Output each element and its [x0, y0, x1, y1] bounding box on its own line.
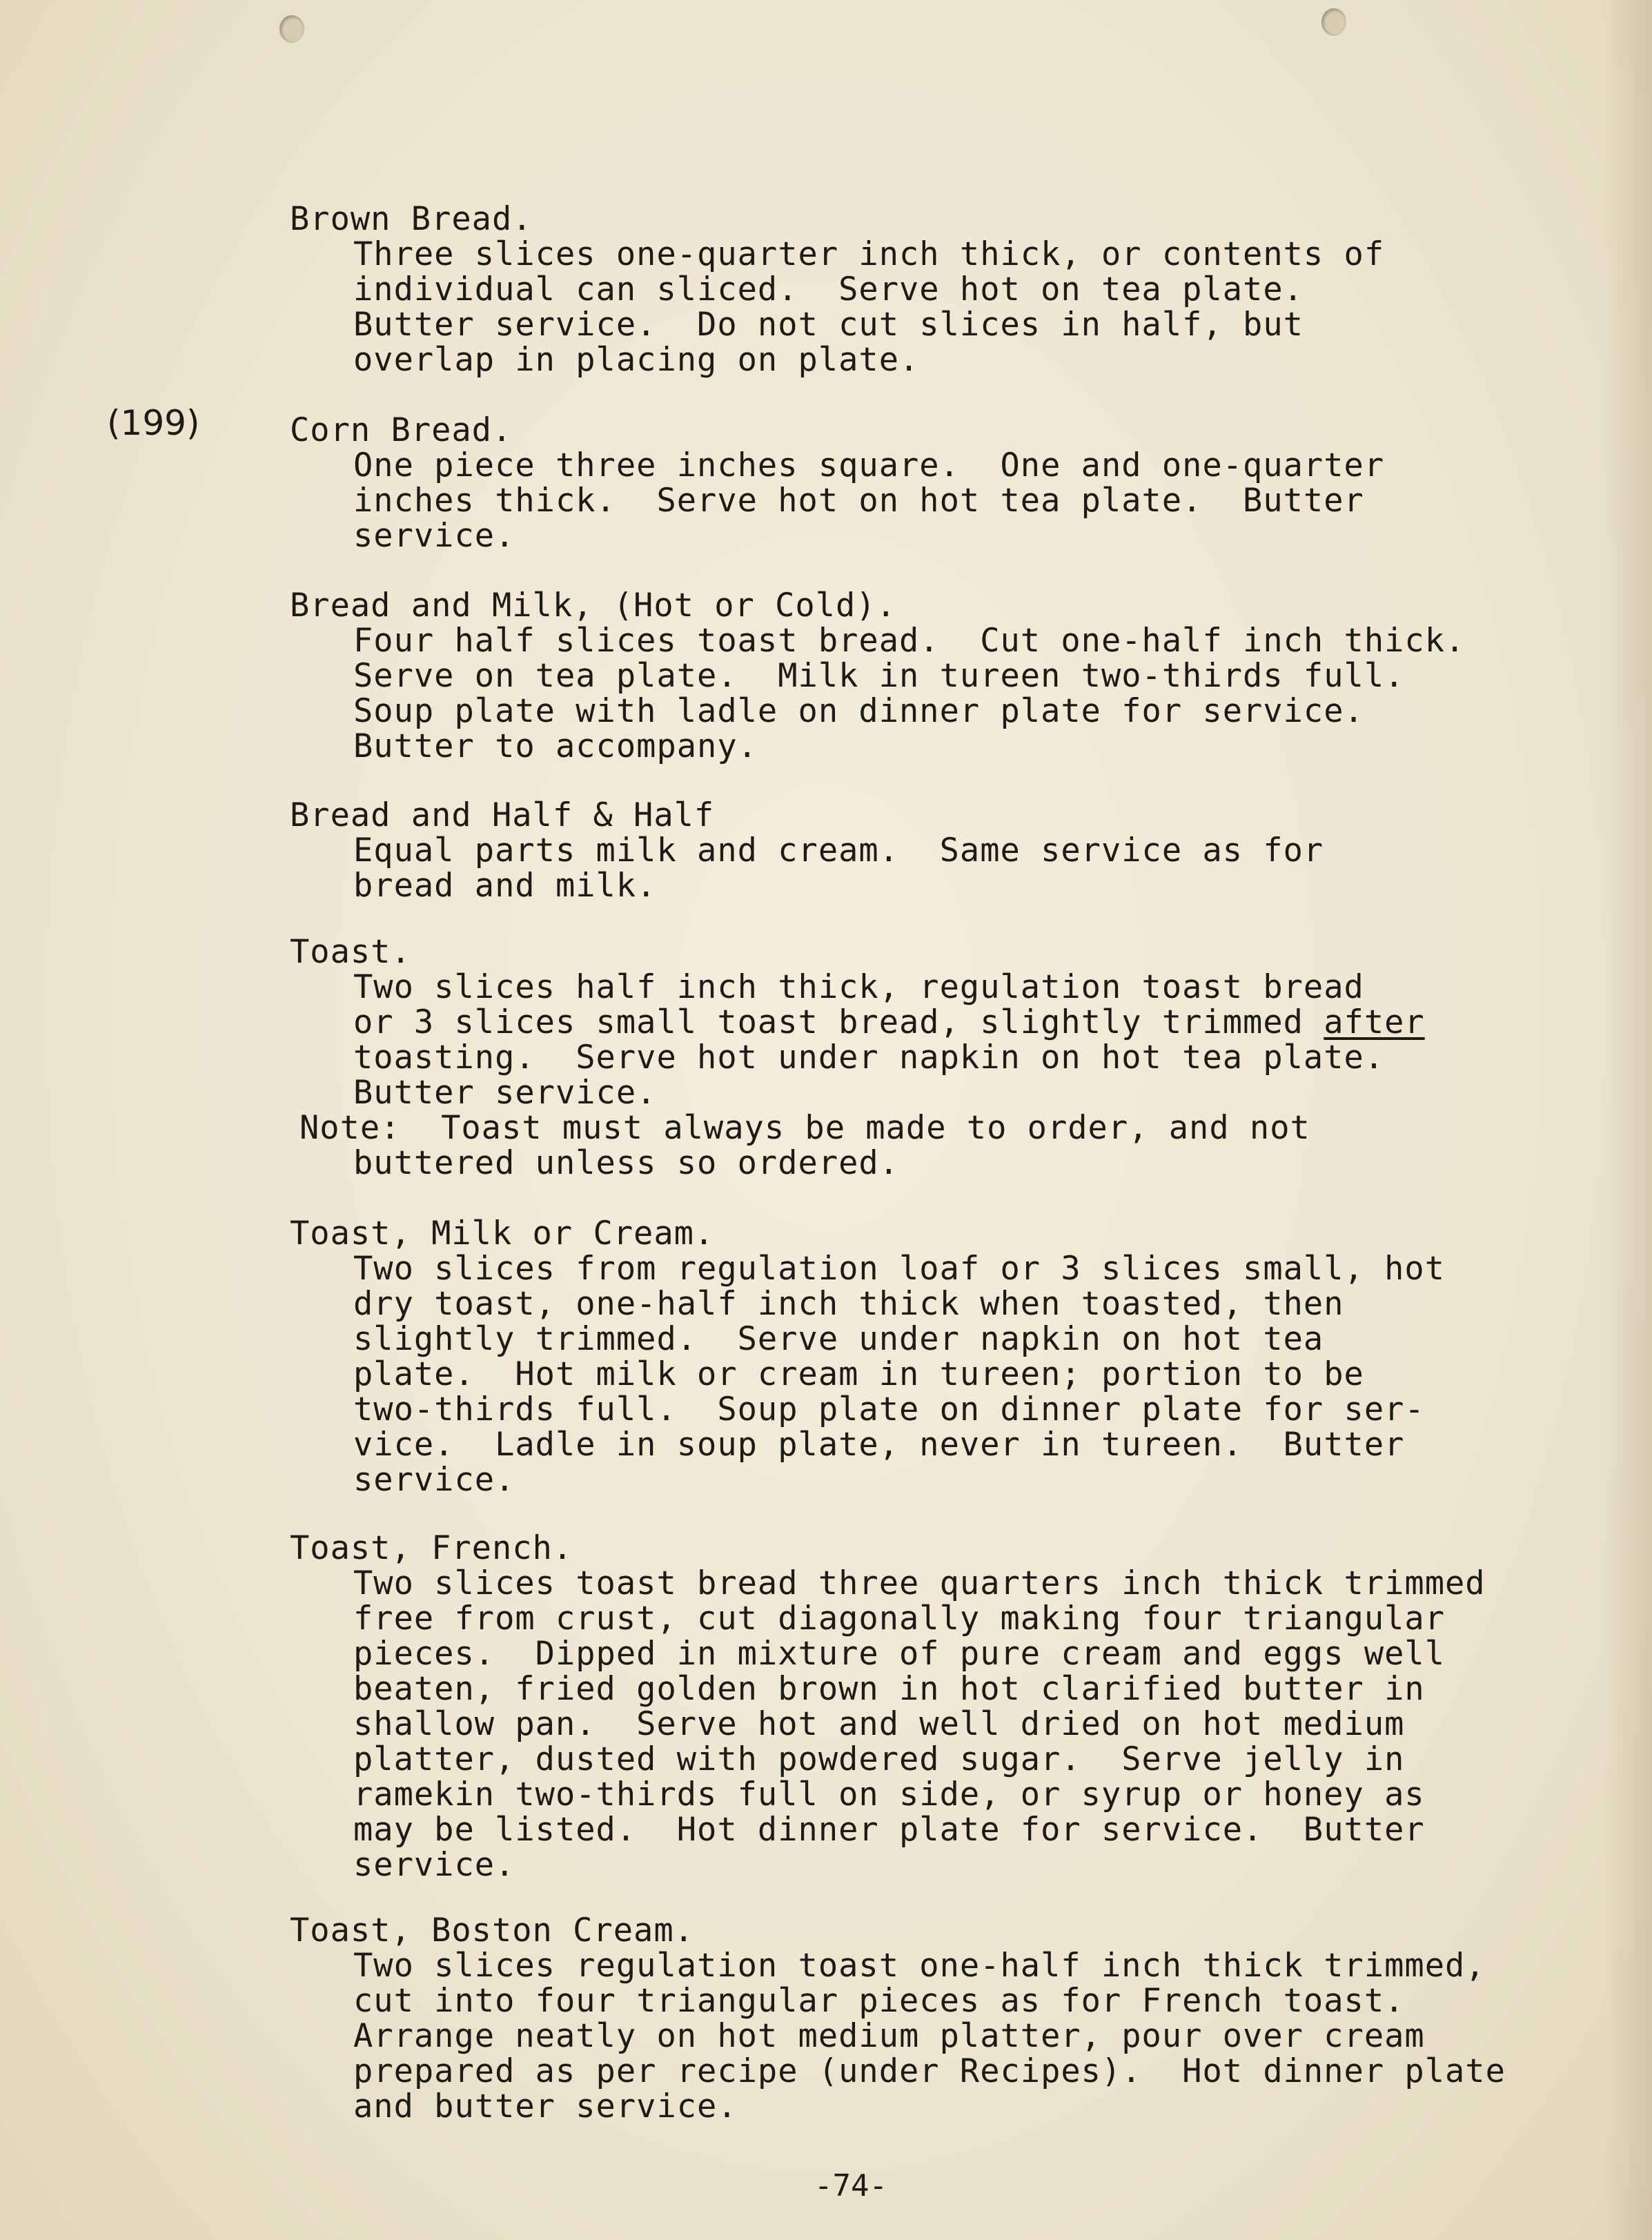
body-line: Two slices toast bread three quarters inch thick trimmed: [353, 1564, 1486, 1602]
body-line: cut into four triangular pieces as for French toast.: [353, 1982, 1405, 2020]
section-toast-milk-cream: [290, 1216, 1553, 1497]
section-heading: Bread and Milk, (Hot or Cold).: [290, 587, 896, 625]
body-line: Butter service.: [353, 1074, 657, 1112]
page-edge-shadow: [1604, 0, 1652, 2240]
body-line: and butter service.: [353, 2087, 738, 2125]
body-line: beaten, fried golden brown in hot clarified butter in: [353, 1670, 1425, 1708]
body-line: two-thirds full. Soup plate on dinner plate for ser-: [353, 1391, 1425, 1428]
section-toast: [290, 934, 1553, 1181]
body-line: Two slices half inch thick, regulation toast bread: [353, 968, 1364, 1006]
section-heading: Toast.: [290, 933, 411, 971]
body-line: inches thick. Serve hot on hot tea plate. Butter: [353, 482, 1364, 520]
section-brown-bread: [290, 202, 1553, 377]
body-line: pieces. Dipped in mixture of pure cream and eggs well: [353, 1635, 1446, 1673]
body-line: service.: [353, 517, 515, 555]
body-line: may be listed. Hot dinner plate for service. Butter: [353, 1811, 1425, 1849]
body-line: Butter service. Do not cut slices in half, but: [353, 306, 1304, 344]
body-line: [290, 1005, 1553, 1040]
body-line: Soup plate with ladle on dinner plate for service.: [353, 692, 1364, 730]
body-line-text: or 3 slices small toast bread, slightly trimmed: [353, 1003, 1324, 1041]
body-line: Arrange neatly on hot medium platter, pour over cream: [353, 2017, 1425, 2055]
page-number: -74-: [814, 2168, 887, 2203]
body-line: Equal parts milk and cream. Same service as for: [353, 832, 1324, 870]
body-line: Butter to accompany.: [353, 727, 758, 765]
body-line: Two slices from regulation loaf or 3 slices small, hot: [353, 1250, 1446, 1288]
section-toast-french: [290, 1531, 1553, 1883]
note-continuation: buttered unless so ordered.: [353, 1144, 900, 1182]
body-line: Four half slices toast bread. Cut one-half inch thick.: [353, 622, 1466, 660]
section-bread-and-milk: [290, 588, 1553, 764]
punch-hole-right: [1321, 8, 1346, 36]
body-line: free from crust, cut diagonally making four triangular: [353, 1600, 1446, 1638]
body-line: One piece three inches square. One and one-quarter: [353, 446, 1385, 484]
body-line: vice. Ladle in soup plate, never in tureen. Butter: [353, 1426, 1405, 1464]
section-heading: Brown Bread.: [290, 200, 533, 238]
section-heading: Toast, Boston Cream.: [290, 1912, 694, 1949]
section-bread-half-half: [290, 798, 1553, 903]
body-line: ramekin two-thirds full on side, or syrup or honey as: [353, 1776, 1425, 1814]
section-heading: Corn Bread.: [290, 411, 513, 449]
body-line: platter, dusted with powdered sugar. Serve jelly in: [353, 1740, 1405, 1778]
underlined-word: after: [1324, 1003, 1425, 1041]
section-corn-bread: [290, 413, 1553, 553]
body-line: toasting. Serve hot under napkin on hot tea plate.: [353, 1039, 1385, 1077]
body-line: Serve on tea plate. Milk in tureen two-thirds full.: [353, 657, 1405, 695]
body-line: Two slices regulation toast one-half inch thick trimmed,: [353, 1947, 1486, 1985]
section-heading: Toast, Milk or Cream.: [290, 1215, 715, 1252]
section-heading: Toast, French.: [290, 1529, 573, 1567]
body-line: prepared as per recipe (under Recipes). Hot dinner plate: [353, 2052, 1506, 2090]
margin-number: (199): [107, 403, 200, 443]
body-line: overlap in placing on plate.: [353, 341, 920, 379]
body-line: plate. Hot milk or cream in tureen; portion to be: [353, 1355, 1364, 1393]
body-line: slightly trimmed. Serve under napkin on hot tea: [353, 1320, 1324, 1358]
body-line: individual can sliced. Serve hot on tea plate.: [353, 271, 1304, 308]
punch-hole-left: [279, 15, 304, 43]
body-line: service.: [353, 1461, 515, 1499]
body-line: Three slices one-quarter inch thick, or contents of: [353, 235, 1385, 273]
section-toast-boston-cream: [290, 1913, 1553, 2124]
note-line: Note: Toast must always be made to order, and not: [299, 1109, 1310, 1147]
section-heading: Bread and Half & Half: [290, 796, 715, 834]
body-line: bread and milk.: [353, 867, 657, 905]
body-line: dry toast, one-half inch thick when toasted, then: [353, 1285, 1344, 1323]
body-line: service.: [353, 1846, 515, 1884]
body-line: shallow pan. Serve hot and well dried on hot medium: [353, 1705, 1405, 1743]
